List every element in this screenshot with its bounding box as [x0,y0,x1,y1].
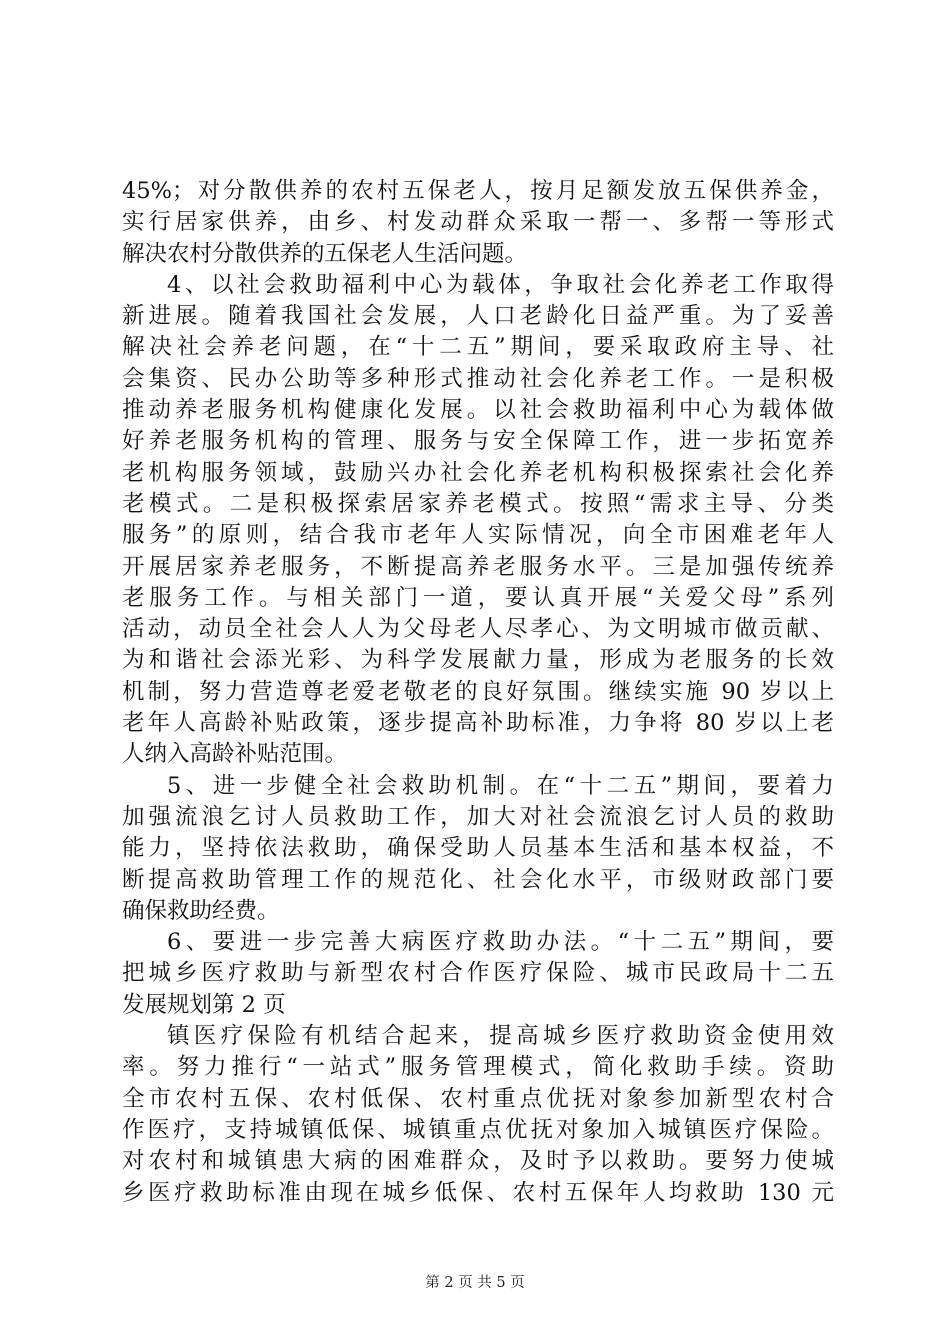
text-line: 推动养老服务机构健康化发展。以社会救助福利中心为载体做 [122,397,834,424]
text-line: 加强流浪乞讨人员救助工作，加大对社会流浪乞讨人员的救助 [122,803,834,830]
text-line: 断提高救助管理工作的规范化、社会化水平，市级财政部门要 [122,866,834,893]
text-line: 能力，坚持依法救助，确保受助人员基本生活和基本权益，不 [122,835,834,862]
text-line: 为和谐社会添光彩、为科学发展献力量，形成为老服务的长效 [122,647,834,674]
text-line: 老服务工作。与相关部门一道，要认真开展“关爱父母”系列 [122,584,834,611]
text-line: 对农村和城镇患大病的困难群众，及时予以救助。要努力使城 [122,1148,834,1175]
text-line: 解决农村分散供养的五保老人生活问题。 [122,240,528,267]
page-footer: 第 2 页 共 5 页 [425,1275,525,1291]
text-line: 5、进一步健全社会救助机制。在“十二五”期间，要着力 [167,772,834,799]
text-line: 实行居家供养，由乡、村发动群众采取一帮一、多帮一等形式 [122,209,834,236]
text-line: 率。努力推行“一站式”服务管理模式，简化救助手续。资助 [122,1054,834,1081]
text-line: 45%；对分散供养的农村五保老人，按月足额发放五保供养金， [122,178,834,204]
text-line: 开展居家养老服务，不断提高养老服务水平。三是加强传统养 [122,553,834,580]
text-line: 发展规划第 2 页 [122,991,286,1018]
text-line: 会集资、民办公助等多种形式推动社会化养老工作。一是积极 [122,365,834,392]
text-line: 6、要进一步完善大病医疗救助办法。“十二五”期间，要 [167,929,834,956]
text-line: 新进展。随着我国社会发展，人口老龄化日益严重。为了妥善 [122,303,834,330]
text-line: 把城乡医疗救助与新型农村合作医疗保险、城市民政局十二五 [122,960,834,987]
text-line: 解决社会养老问题，在“十二五”期间，要采取政府主导、社 [122,334,834,361]
text-line: 确保救助经费。 [122,897,280,924]
text-line: 老年人高龄补贴政策，逐步提高补助标准，力争将 80 岁以上老 [122,710,834,737]
text-line: 全市农村五保、农村低保、农村重点优抚对象参加新型农村合 [122,1085,834,1112]
document-body [122,176,834,1209]
text-line: 活动，动员全社会人人为父母老人尽孝心、为文明城市做贡献、 [122,616,834,643]
text-line: 机制，努力营造尊老爱老敬老的良好氛围。继续实施 90 岁以上 [122,678,834,705]
text-line: 镇医疗保险有机结合起来，提高城乡医疗救助资金使用效 [167,1023,834,1050]
text-line: 服务”的原则，结合我市老年人实际情况，向全市困难老年人 [122,522,834,549]
text-line: 乡医疗救助标准由现在城乡低保、农村五保年人均救助 130 元 [122,1179,834,1206]
text-line: 人纳入高龄补贴范围。 [122,741,348,768]
text-line: 老模式。二是积极探索居家养老模式。按照“需求主导、分类 [122,490,834,517]
text-line: 老机构服务领域，鼓励兴办社会化养老机构积极探索社会化养 [122,459,834,486]
text-line: 4、以社会救助福利中心为载体，争取社会化养老工作取得 [167,271,834,298]
text-line: 好养老服务机构的管理、服务与安全保障工作，进一步拓宽养 [122,428,834,455]
text-line: 作医疗，支持城镇低保、城镇重点优抚对象加入城镇医疗保险。 [122,1116,834,1143]
